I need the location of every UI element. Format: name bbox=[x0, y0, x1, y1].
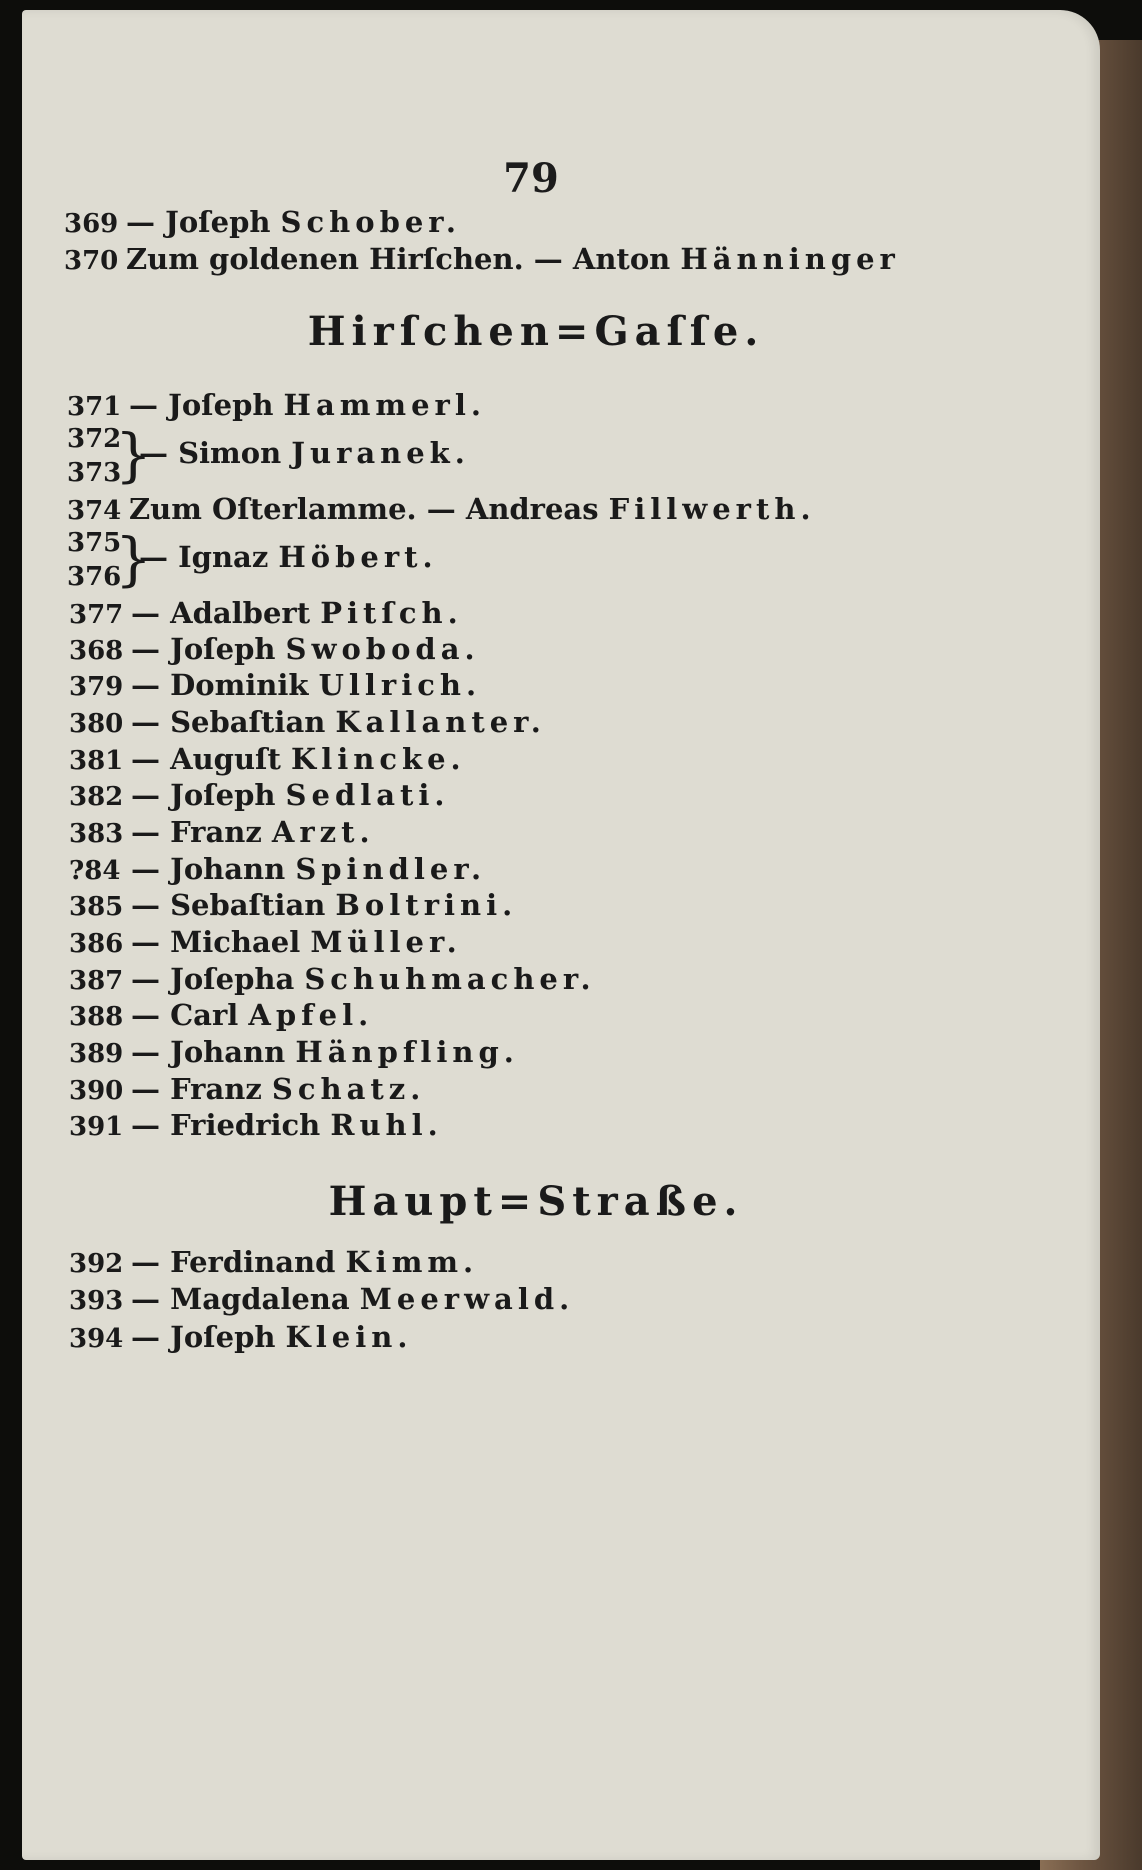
entry-text: — Friedrich bbox=[131, 1108, 331, 1142]
entry-number: 368 bbox=[69, 636, 124, 666]
entry-391 bbox=[69, 1108, 443, 1142]
entry-381 bbox=[69, 742, 466, 776]
entry-surname: Klein. bbox=[285, 1320, 413, 1354]
entry-number-b: 376 bbox=[67, 562, 122, 592]
entry-388 bbox=[69, 998, 373, 1032]
entry-number: 370 bbox=[64, 246, 119, 276]
entry-384 bbox=[69, 852, 486, 886]
entry-number-a: 375 bbox=[67, 528, 122, 558]
entry-surname: Swoboda. bbox=[285, 632, 480, 666]
entry-number: 369 bbox=[64, 209, 119, 239]
entry-text: — Joſeph bbox=[129, 388, 284, 422]
entry-surname: Apfel. bbox=[248, 998, 374, 1032]
entry-surname: Schatz. bbox=[271, 1072, 426, 1106]
entry-383 bbox=[69, 815, 375, 849]
book-page bbox=[22, 10, 1100, 1860]
entry-number: 394 bbox=[69, 1324, 124, 1354]
entry-surname: Meerwald. bbox=[359, 1282, 575, 1316]
brace-symbol: } bbox=[115, 421, 152, 489]
entry-number: 386 bbox=[69, 929, 124, 959]
entry-surname: Klincke. bbox=[291, 742, 466, 776]
entry-surname: Kimm. bbox=[345, 1245, 479, 1279]
entry-surname: Schober. bbox=[280, 205, 462, 239]
entry-text: — Joſeph bbox=[131, 632, 286, 666]
page-number: 79 bbox=[503, 155, 559, 202]
entry-number: 389 bbox=[69, 1039, 124, 1069]
entry-number-a: 372 bbox=[67, 424, 122, 454]
entry-surname: Schuhmacher. bbox=[304, 962, 596, 996]
entry-text: — Magdalena bbox=[131, 1282, 360, 1316]
entry-text: — Dominik bbox=[131, 668, 319, 702]
entry-number: 380 bbox=[69, 709, 124, 739]
entry-text: — Johann bbox=[131, 1035, 296, 1069]
entry-382 bbox=[69, 778, 450, 812]
entry-number: 371 bbox=[67, 392, 122, 422]
entry-number: 374 bbox=[67, 496, 122, 526]
entry-text: — Joſepha bbox=[131, 962, 305, 996]
entry-surname: Ruhl. bbox=[330, 1108, 443, 1142]
entry-text: — Johann bbox=[131, 852, 296, 886]
entry-number: 383 bbox=[69, 819, 124, 849]
entry-number: 390 bbox=[69, 1076, 124, 1106]
entry-368 bbox=[69, 632, 480, 666]
entry-text: — Sebaſtian bbox=[131, 888, 336, 922]
entry-text: Zum Oſterlamme. — Andreas bbox=[129, 492, 609, 526]
entry-text: — Simon bbox=[139, 436, 292, 470]
section-heading-haupt-strasse: Haupt=Straße. bbox=[328, 1178, 744, 1225]
brace-symbol: } bbox=[115, 525, 152, 593]
entry-text: — Sebaſtian bbox=[131, 705, 336, 739]
section-heading-hirschen-gasse: Hirſchen=Gaſſe. bbox=[307, 308, 765, 355]
entry-number: 387 bbox=[69, 966, 124, 996]
entry-386 bbox=[69, 925, 462, 959]
entry-surname: Ullrich. bbox=[318, 668, 482, 702]
entry-number: 377 bbox=[69, 600, 124, 630]
entry-389 bbox=[69, 1035, 519, 1069]
entry-380 bbox=[69, 705, 546, 739]
entry-text: — Joſeph bbox=[131, 1320, 286, 1354]
entry-surname: Boltrini. bbox=[335, 888, 518, 922]
entry-387 bbox=[69, 962, 596, 996]
entry-385 bbox=[69, 888, 517, 922]
entry-surname: Arzt. bbox=[271, 815, 375, 849]
entry-surname: Pitſch. bbox=[320, 596, 463, 630]
entry-surname: Müller. bbox=[310, 925, 462, 959]
entry-number: 379 bbox=[69, 672, 124, 702]
entry-374 bbox=[67, 492, 816, 526]
entry-390 bbox=[69, 1072, 425, 1106]
entry-surname: Juranek. bbox=[291, 436, 470, 470]
entry-surname: Höbert. bbox=[278, 540, 438, 574]
entry-number: 388 bbox=[69, 1002, 124, 1032]
entry-text: — Joſeph bbox=[131, 778, 286, 812]
entry-372-373 bbox=[67, 422, 567, 492]
entry-number: 391 bbox=[69, 1112, 124, 1142]
entry-surname: Kallanter. bbox=[335, 705, 546, 739]
entry-number: ?84 bbox=[69, 856, 121, 886]
entry-number: 381 bbox=[69, 746, 124, 776]
entry-394 bbox=[69, 1320, 412, 1354]
entry-text: — Carl bbox=[131, 998, 249, 1032]
entry-text: — Adalbert bbox=[131, 596, 321, 630]
entry-392 bbox=[69, 1245, 478, 1279]
entry-surname: Hammerl. bbox=[283, 388, 486, 422]
entry-surname: Fillwerth. bbox=[608, 492, 816, 526]
entry-number: 393 bbox=[69, 1286, 124, 1316]
entry-number-b: 373 bbox=[67, 458, 122, 488]
entry-text: — Michael bbox=[131, 925, 311, 959]
entry-number: 385 bbox=[69, 892, 124, 922]
entry-surname: Sedlati. bbox=[285, 778, 450, 812]
entry-377 bbox=[69, 596, 463, 630]
entry-text: — Franz bbox=[131, 815, 272, 849]
entry-375-376 bbox=[67, 526, 567, 596]
entry-text: — Ferdinand bbox=[131, 1245, 346, 1279]
entry-371 bbox=[67, 388, 486, 422]
entry-number: 392 bbox=[69, 1249, 124, 1279]
entry-text: — Franz bbox=[131, 1072, 272, 1106]
entry-369 bbox=[64, 205, 461, 239]
entry-393 bbox=[69, 1282, 574, 1316]
entry-surname: Spindler. bbox=[295, 852, 487, 886]
entry-379 bbox=[69, 668, 481, 702]
entry-surname: Hänninger bbox=[680, 242, 900, 276]
entry-number: 382 bbox=[69, 782, 124, 812]
entry-370 bbox=[64, 242, 900, 276]
entry-text: — Joſeph bbox=[126, 205, 281, 239]
entry-text: — Auguſt bbox=[131, 742, 292, 776]
entry-text: Zum goldenen Hirſchen. — Anton bbox=[126, 242, 681, 276]
entry-surname: Hänpfling. bbox=[295, 1035, 519, 1069]
entry-text: — Ignaz bbox=[139, 540, 279, 574]
